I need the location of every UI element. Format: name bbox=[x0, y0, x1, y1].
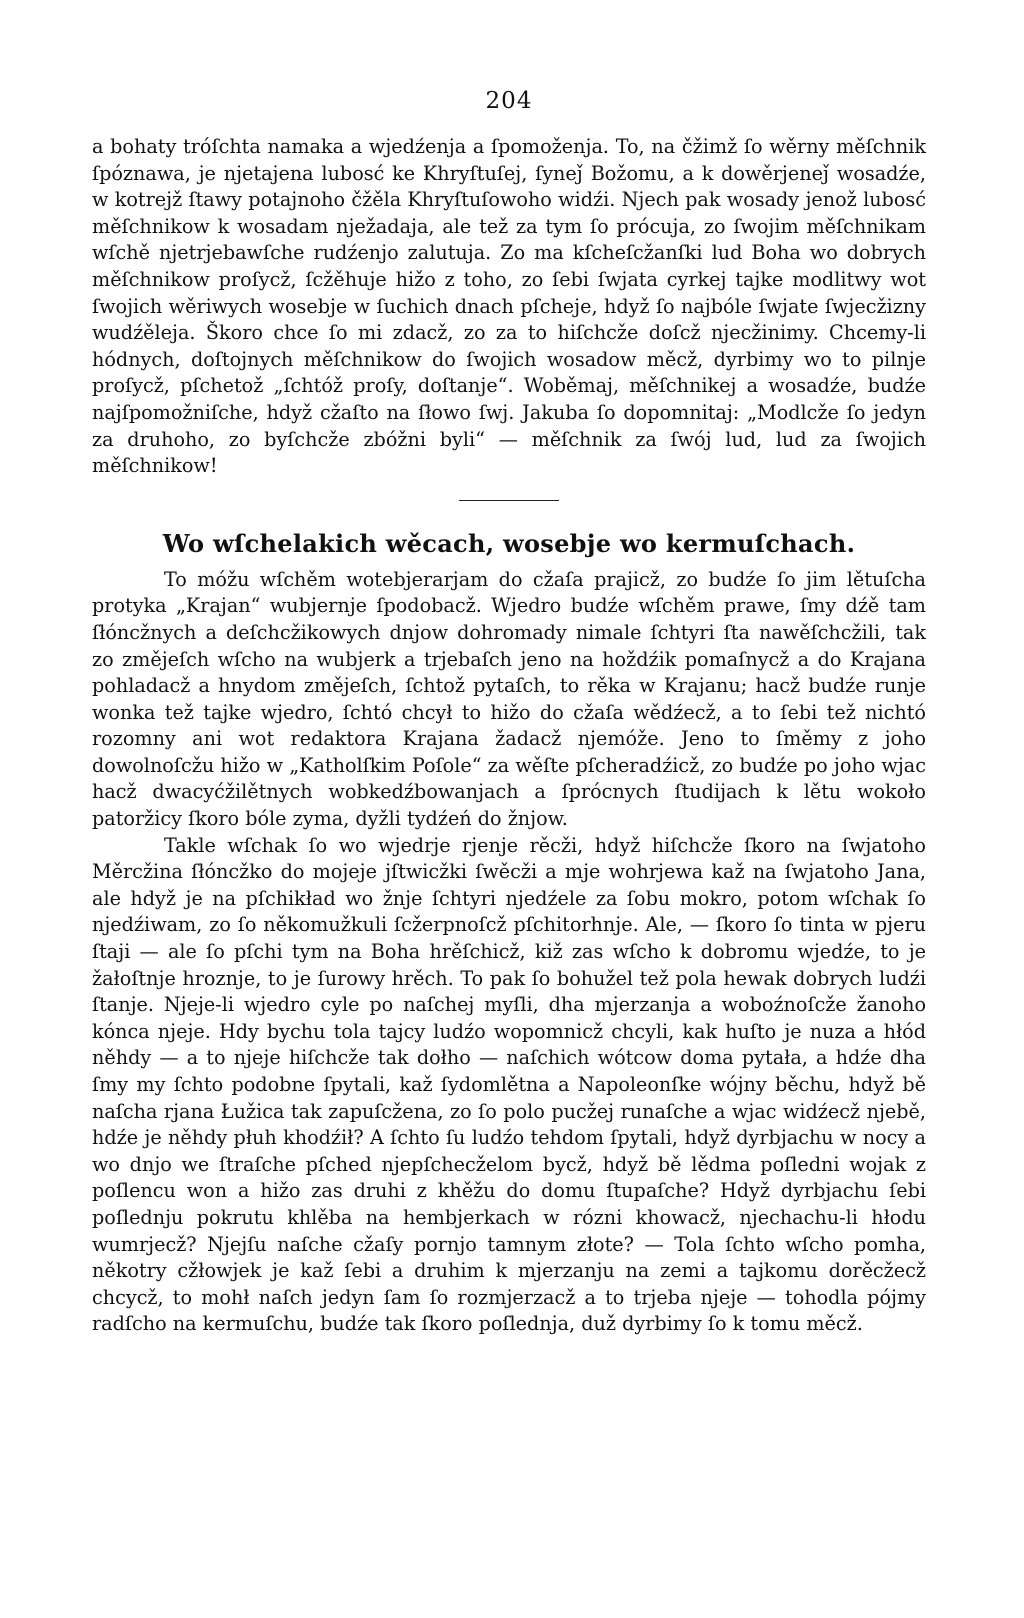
section-divider bbox=[459, 500, 559, 501]
paragraph-bottom-1: To móžu wſchěm wotebjerarjam do cžaſa prajicž, zo budźe ſo jim lětuſcha protyka „Krajan“ wubjernje ſpodobacž. Wjedro budźe wſchěm prawe, ſmy dźě tam ſłóncžnych a deſchcžikowych dnjow dohromady nimale ſchtyri ſta nawěſchcžili, tak zo změjeſch wſcho na wubjerk a trjebaſch jeno na hoždźik pomaſnycž a do Krajana pohladacž a hnydom změjeſch, ſchtož pytaſch, to rěka w Krajanu; hacž budźe runje wonka tež tajke wjedro, ſchtó chcył to hižo do cžaſa wědźecž, a to ſebi tež nichtó rozomny ani wot redaktora Krajana žadacž njemóže. Jeno to ſměmy z joho dowolnoſcžu hižo w „Katholſkim Poſole“ za wěſte pſcheradźicž, zo budźe po joho wjac hacž dwacyćžilětnych wobkedźbowanjach a ſprócnych ſtudijach k lětu wokoło patoržicy ſkoro bóle zyma, dyžli tydźeń do žnjow. bbox=[92, 567, 926, 831]
section-heading: Wo wſchelakich wěcach, wosebje wo kermuſchach. bbox=[162, 528, 856, 558]
paragraph-top-1: a bohaty tróſchta namaka a wjedźenja a ſpomoženja. To, na čžimž ſo wěrny měſchnik ſpóznawa, je njetajena lubosć ke Khryſtuſej, ſyneǰ Božomu, a k dowěrjeneǰ wosadźe, w kotrejž ſtawy potajnoho čžěla Khryſtuſowoho widźi. Njech pak wosady jenož lubosć měſchnikow k wosadam nježadaja, ale tež za tym ſo prócuja, zo ſwojim měſchnikam wſchě njetrjebawſche rudźenjo zalutuja. Zo ma kſcheſcžanſki lud Boha wo dobrych měſchnikow proſycž, ſcžěhuje hižo z toho, zo ſebi ſwjata cyrkej tajke modlitwy wot ſwojich wěriwych wosebje w ſuchich dnach pſcheje, hdyž ſo najbóle ſwjate ſwjecžizny wudźěleja. Škoro chce ſo mi zdacž, zo za to hiſchcže doſcž njecžinimy. Chcemy-li hódnych, doſtojnych měſchnikow do ſwojich wosadow měcž, dyrbimy wo to pilnje proſycž, pſchetož „ſchtóž proſy, doſtanje“. Woběmaj, měſchnikej a wosadźe, budźe najſpomožniſche, hdyž cžaſto na ſłowo ſwj. Jakuba ſo dopomnitaj: „Modlcže ſo jedyn za druhoho, zo byſchcže zbóžni byli“ — měſchnik za ſwój lud, lud za ſwojich měſchnikow! bbox=[92, 135, 926, 478]
page bbox=[92, 88, 926, 1338]
page-number: 204 bbox=[485, 88, 533, 114]
paragraph-bottom-2: Takle wſchak ſo wo wjedrje rjenje rěcži, hdyž hiſchcže ſkoro na ſwjatoho Měrcžina ſłóncžko do mojeje jſtwicžki ſwěcži a mje wohrjewa kaž na ſwjatoho Jana, ale hdyž je na pſchikład wo žnje ſchtyri njedźele za ſobu mokro, potom wſchak ſo njedźiwam, zo ſo někomužkuli ſcžerpnoſcž pſchitorhnje. Ale, — ſkoro ſo tinta w pjeru ſtaji — ale ſo pſchi tym na Boha hrěſchicž, kiž zas wſcho k dobromu wjedźe, to je žałoſtnje hroznje, to je ſurowy hrěch. To pak ſo bohužel tež pola hewak dobrych ludźi ſtanje. Njeje-li wjedro cyle po naſchej myſli, dha mjerzanja a woboźnoſcže žanoho kónca njeje. Hdy bychu tola tajcy ludźo wopomnicž chcyli, kak huſto je nuza a hłód něhdy — a to njeje hiſchcže tak dołho — naſchich wótcow doma pytała, a hdźe dha ſmy my ſchto podobne ſpytali, kaž ſydomlětna a Napoleonſke wójny běchu, hdyž bě naſcha rjana Łužica tak zapuſcžena, zo ſo polo pucžej runaſche a wjac widźecž njebě, hdźe je něhdy płuh khodźił? A ſchto ſu ludźo tehdom ſpytali, hdyž dyrbjachu w nocy a wo dnjo we ſtraſche pſched njepſchecželom bycž, hdyž bě lědma poſledni wojak z poſlencu won a hižo zas druhi z khěžu do domu ſtupaſche? Hdyž dyrbjachu ſebi poſlednju pokrutu khlěba na hembjerkach w rózni khowacž, njechachu-li hłodu wumrjecž? Njejſu naſche cžaſy pornjo tamnym złote? — Tola ſchto wſcho pomha, někotry cžłowjek je kaž ſebi a druhim k mjerzanju na zemi a tajkomu dorěcžecž chcycž, to mohł naſch jedyn ſam ſo rozmjerzacž a to trjeba njeje — tohodla pójmy radſcho na kermuſchu, budźe tak ſkoro poſlednja, duž dyrbimy ſo k tomu měcž. bbox=[92, 833, 926, 1336]
